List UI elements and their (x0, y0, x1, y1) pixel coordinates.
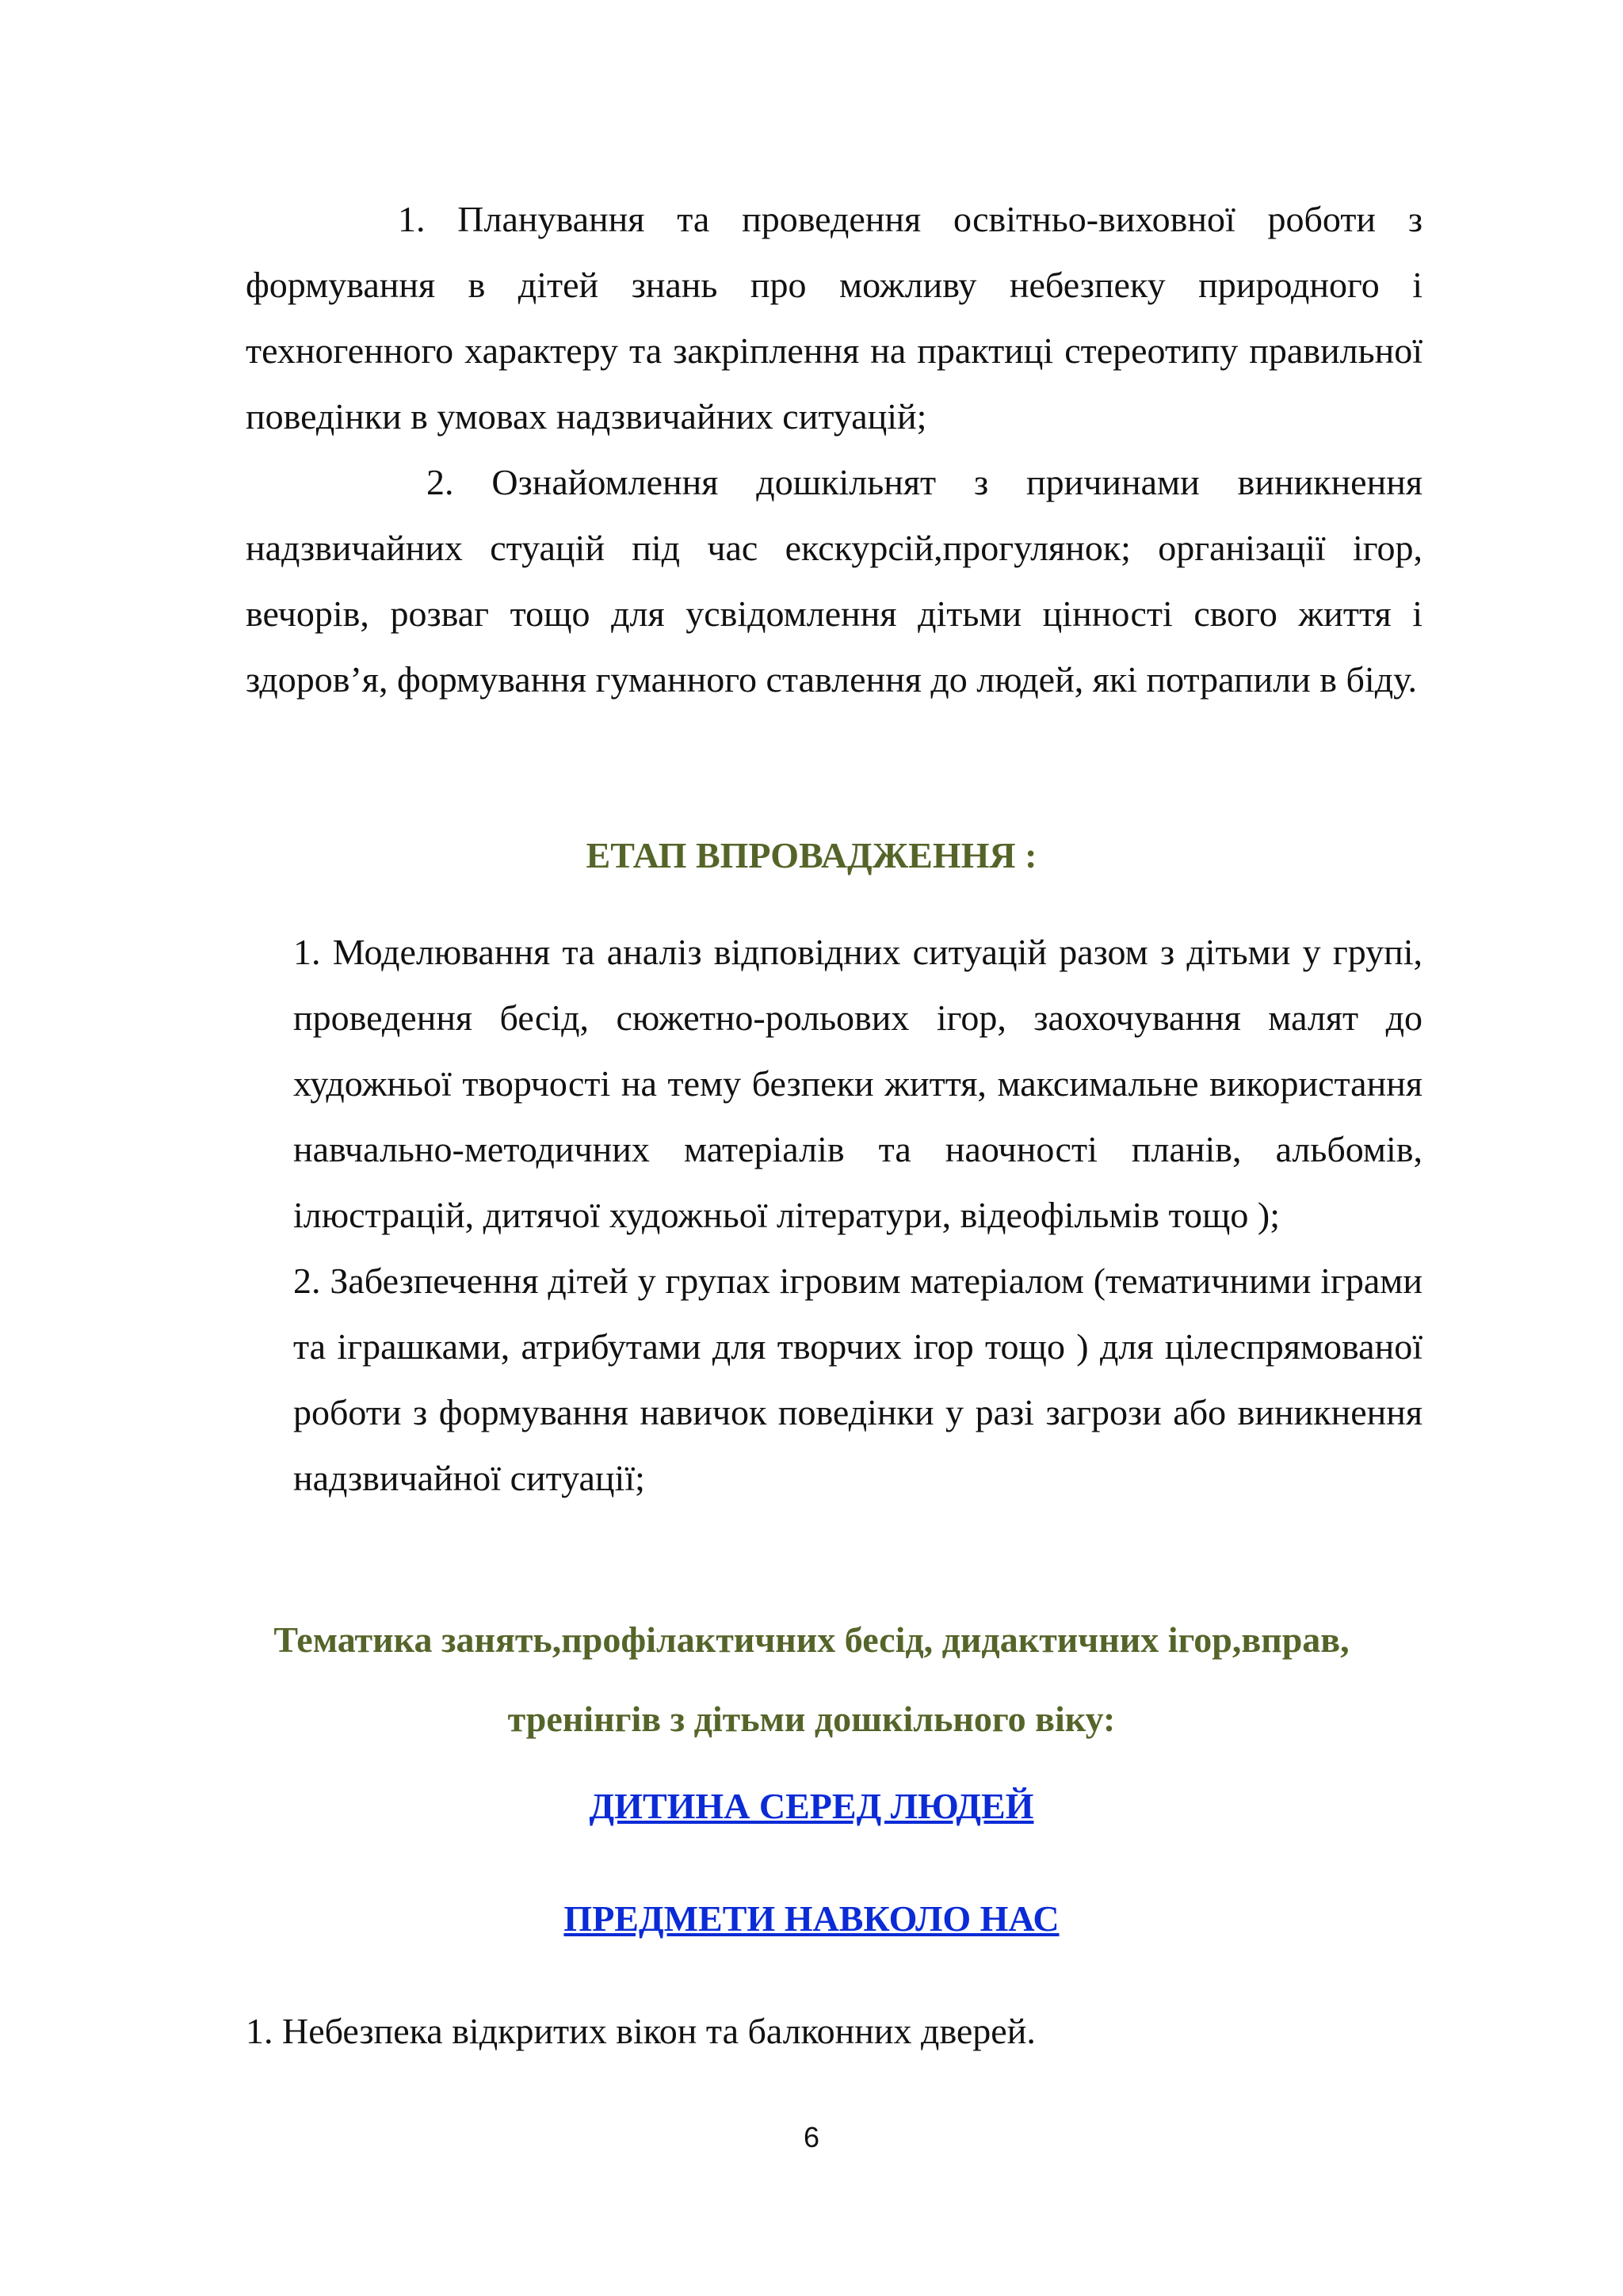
stage-item-2: 2. Забезпечення дітей у групах ігровим матеріалом (тематичними іграми та іграшками, атрибутами для творчих ігор тощо ) для цілеспрямованої роботи з формування навичок поведінки у разі загрози або виникнення надзвичайної ситуації; (293, 1261, 1423, 1498)
paragraph-1: 1. Планування та проведення освітньо-виховної роботи з формування в дітей знань про можливу небезпеку природного і техногенного характеру та закріплення на практиці стереотипу правильної поведінки в умовах надзвичайних ситуацій; (246, 199, 1423, 437)
link-objects-around-us[interactable]: ПРЕДМЕТИ НАВКОЛО НАС (563, 1898, 1060, 1939)
stage-list (293, 919, 1423, 1511)
topics-heading (0, 1600, 1623, 1759)
topics-heading-line-1: Тематика занять,профілактичних бесід, дидактичних ігор,вправ, (273, 1619, 1350, 1660)
link-row-1 (0, 1775, 1623, 1838)
topics-heading-line-2: тренінгів з дітьми дошкільного віку: (507, 1699, 1116, 1739)
intro-section (246, 186, 1423, 712)
link-row-2 (0, 1887, 1623, 1951)
paragraph-2: 2. Ознайомлення дошкільнят з причинами виникнення надзвичайних стуацій під час екскурсій,прогулянок; організації ігор, вечорів, розваг тощо для усвідомлення дітьми цінності свого життя і здоров’я, формування гуманного ставлення до людей, які потрапили в біду. (246, 462, 1423, 700)
topic-item-1: 1. Небезпека відкритих вікон та балконних дверей. (246, 2011, 1036, 2051)
stage-heading: ЕТАП ВПРОВАДЖЕННЯ : (586, 835, 1037, 875)
stage-item-1: 1. Моделювання та аналіз відповідних ситуацій разом з дітьми у групі, проведення бесід, сюжетно-рольових ігор, заохочування малят до художньої творчості на тему безпеки життя, максимальне використання навчально-методичних матеріалів та наочності планів, альбомів, ілюстрацій, дитячої художньої літератури, відеофільмів тощо ); (293, 932, 1423, 1235)
link-child-among-people[interactable]: ДИТИНА СЕРЕД ЛЮДЕЙ (589, 1786, 1034, 1826)
page-number: 6 (803, 2121, 820, 2153)
